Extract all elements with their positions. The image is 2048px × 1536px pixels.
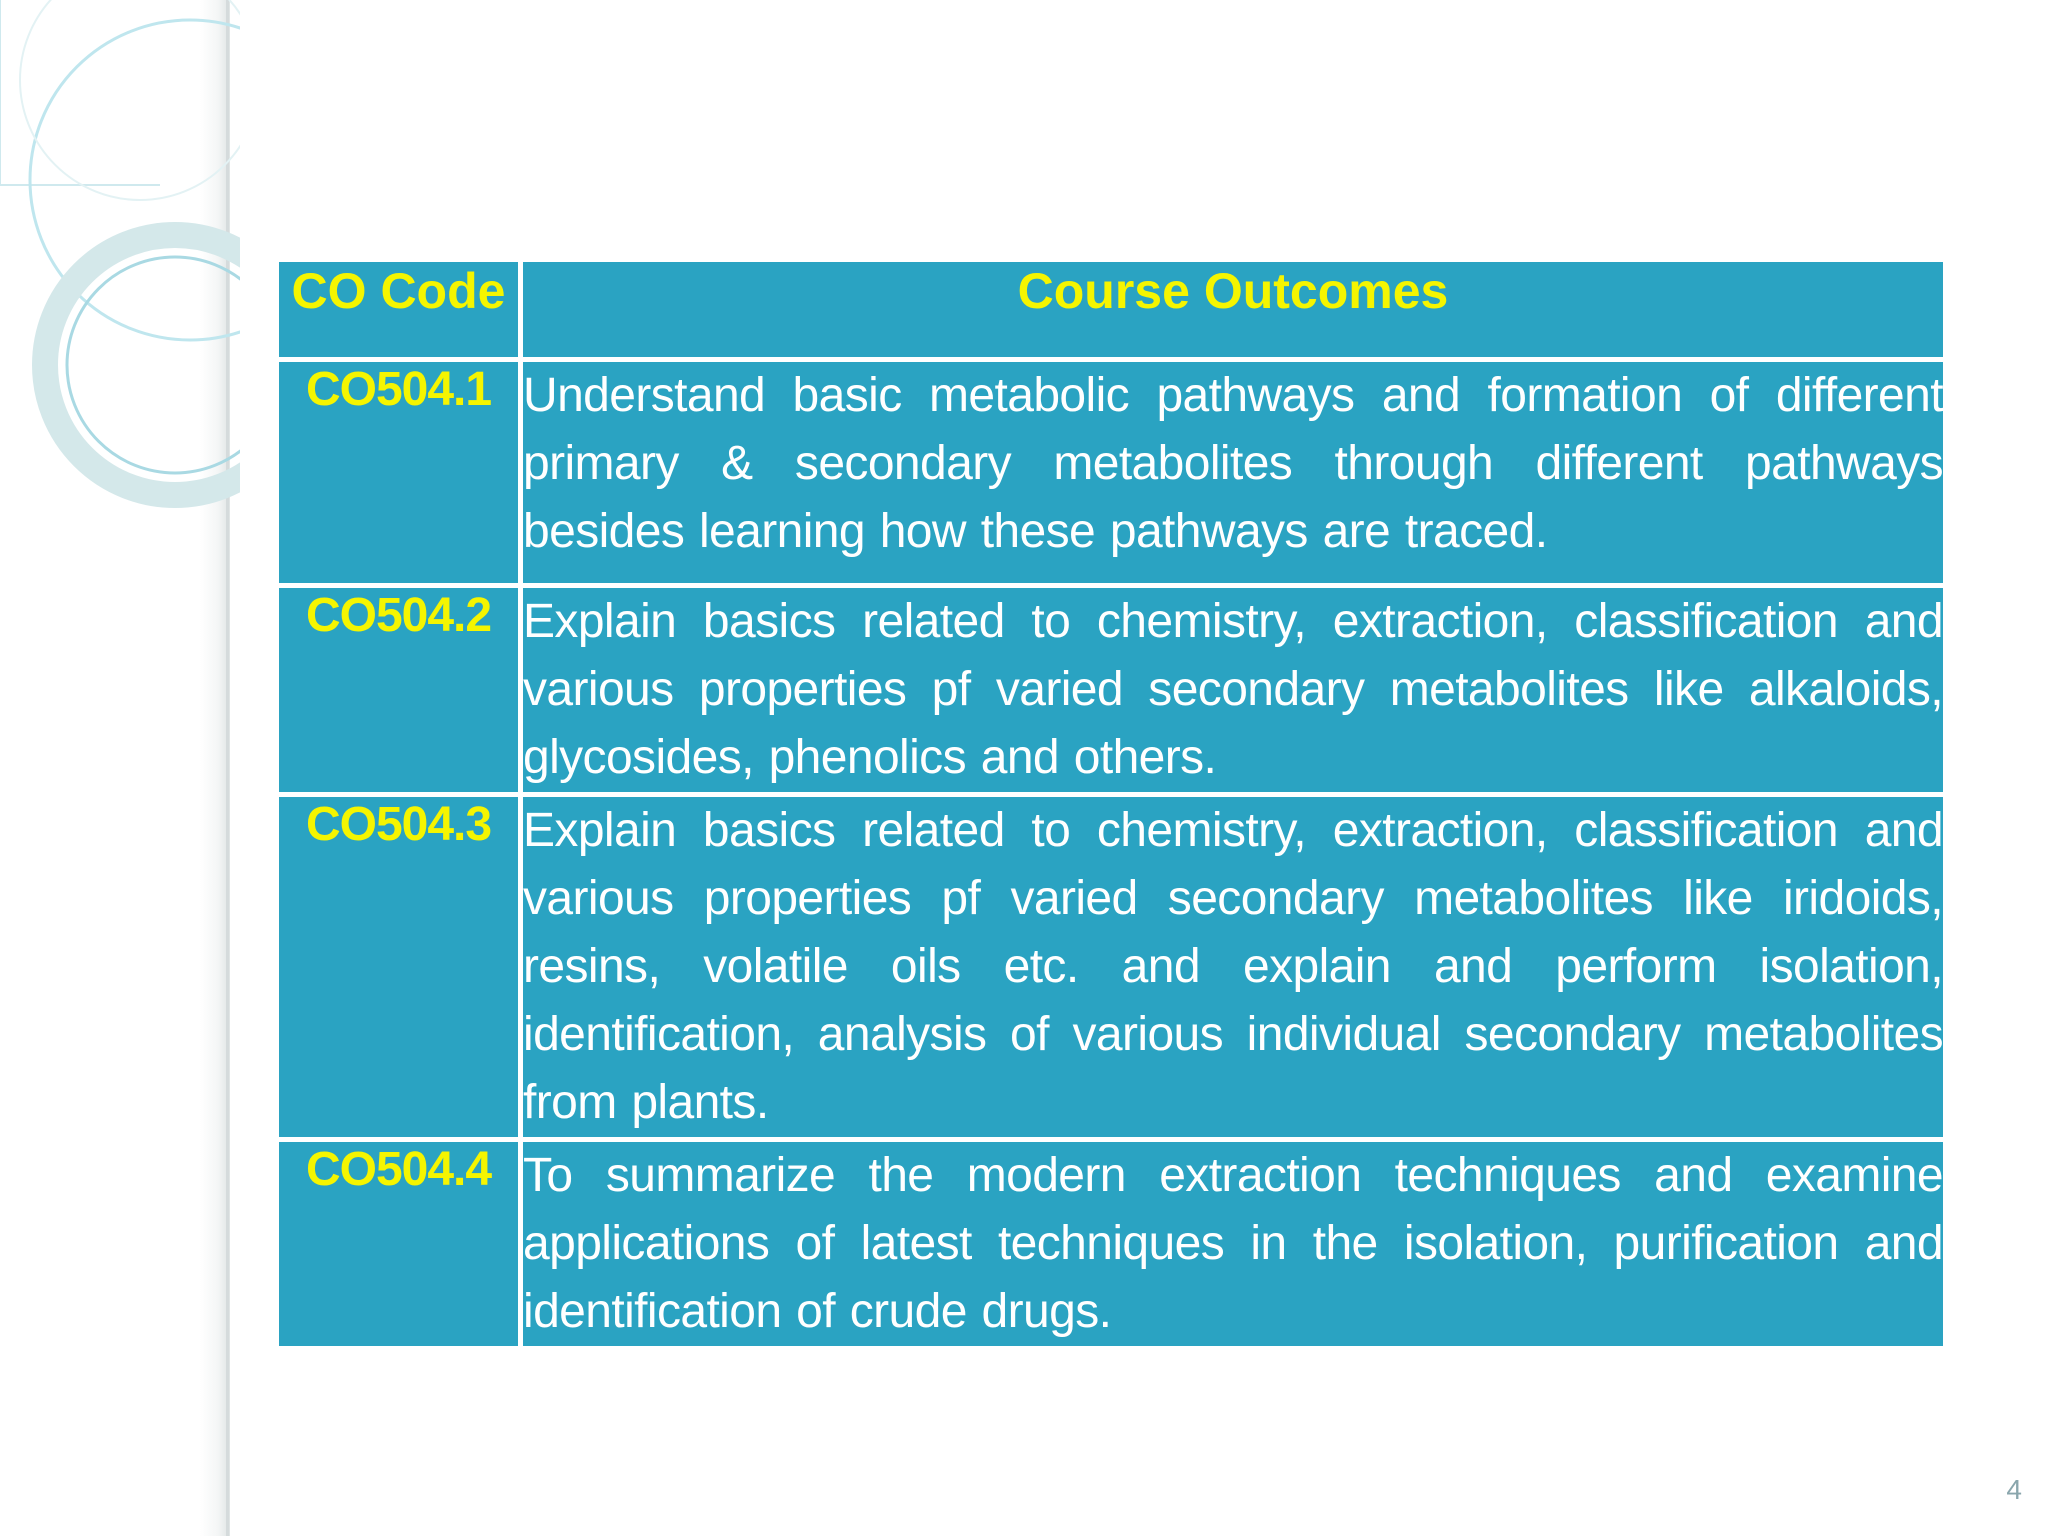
header-course-outcomes: Course Outcomes <box>521 260 1946 360</box>
table-header-row <box>277 260 1946 360</box>
decorative-circles-graphic <box>0 0 240 1536</box>
course-outcome-cell: Explain basics related to chemistry, extraction, classification and various properties pf varied secondary metabolites like iridoids, resins, volatile oils etc. and explain and perform isolation, identification, analysis of various individual secondary metabolites from plants. <box>521 795 1946 1140</box>
table-row <box>277 586 1946 795</box>
co-code-cell: CO504.2 <box>277 586 521 795</box>
table-row <box>277 795 1946 1140</box>
co-code-cell: CO504.1 <box>277 360 521 586</box>
co-code-cell: CO504.3 <box>277 795 521 1140</box>
header-co-code: CO Code <box>277 260 521 360</box>
co-code-cell: CO504.4 <box>277 1140 521 1349</box>
course-outcome-cell: Explain basics related to chemistry, extraction, classification and various properties pf varied secondary metabolites like alkaloids, glycosides, phenolics and others. <box>521 586 1946 795</box>
page-number: 4 <box>2006 1474 2022 1505</box>
course-outcome-cell: To summarize the modern extraction techniques and examine applications of latest techniques in the isolation, purification and identification of crude drugs. <box>521 1140 1946 1349</box>
table-row <box>277 360 1946 586</box>
course-outcomes-table <box>274 257 1948 1351</box>
course-outcome-cell: Understand basic metabolic pathways and formation of different primary & secondary metabolites through different pathways besides learning how these pathways are traced. <box>521 360 1946 586</box>
table-row <box>277 1140 1946 1349</box>
